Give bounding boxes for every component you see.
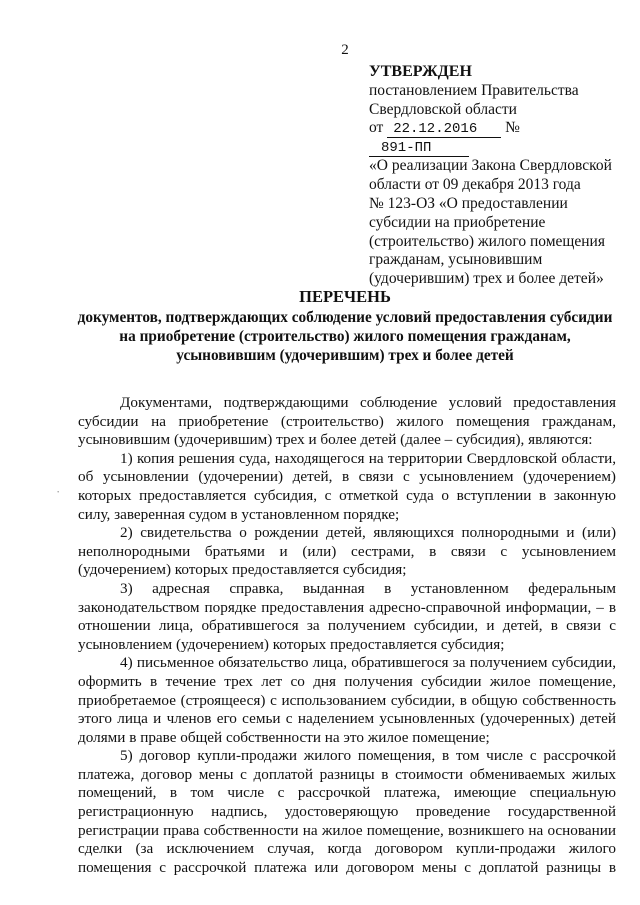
list-item-5: 5) договор купли-продажи жилого помещения, в том числе с рассрочкой платежа, договор мены с доплатой разницы в стоимости обмениваемых жилых помещений, в том числе с рассрочкой платежа, имеющие специальную регистрационную надпись, удостоверяющую проведение государственной регистрации права собственности на жилое помещение, возникшего на основании сделки (за исключением случая, когда договором купли-продажи жилого помещения с рассрочкой платежа или договором мены с доплатой разницы в [78,747,616,876]
document-title: ПЕРЕЧЕНЬ [299,287,391,306]
page-number: 2 [341,42,349,58]
approval-line: (строительство) жилого помещения [369,232,605,250]
approval-line: гражданам, усыновившим [369,251,543,269]
document-title-block [70,286,620,366]
approval-number: 891-ПП [369,141,469,157]
intro-paragraph: Документами, подтверждающими соблюдение условий предоставления субсидии на приобретение (строительство) жилого помещения гражданам, усыновившим (удочерившим) трех и более детей (далее – субсидия), являются: [78,394,616,449]
approval-date-number-line [369,119,619,157]
approval-line: постановлением Правительства [369,81,579,99]
approval-date: 22.12.2016 [387,122,501,138]
approval-line: (удочерившим) трех и более детей» [369,270,604,288]
approval-line: области от 09 декабря 2013 года [369,176,581,194]
approval-line: субсидии на приобретение [369,213,546,231]
list-item-2: 2) свидетельства о рождении детей, являющихся полнородными и (или) неполнородными братьями и (или) сестрами, в связи с усыновлением (удочерением) которых предоставляется субсидия; [78,524,616,579]
number-prefix: № [505,119,520,137]
document-subtitle-line: на приобретение (строительство) жилого помещения гражданам, [119,328,571,346]
list-item-1: 1) копия решения суда, находящегося на территории Свердловской области, об усыновлении (удочерении) детей, в связи с усыновлением (удочерением) которых предоставляется субсидия, с отметкой суда о вступлении в законную силу, заверенная судом в установленном порядке; [78,449,616,523]
scan-mark: · [56,484,61,499]
document-subtitle-line: документов, подтверждающих соблюдение условий предоставления субсидии [77,309,613,326]
approval-line: Свердловской области [369,100,517,118]
list-item-3: 3) адресная справка, выданная в установленном федеральным законодательством порядке предоставления адресно-справочной информации, – в отношении лица, обратившегося за получением субсидии, и детей, в связи с усыновлением (удочерением) которых предоставляется субсидия; [78,579,616,653]
document-body [78,394,616,877]
list-item-4: 4) письменное обязательство лица, обратившегося за получением субсидии, оформить в течение трех лет со дня получения субсидии жилое помещение, приобретаемое (строящееся) с использованием субсидии, в общую собственность этого лица и членов его семьи с наделением усыновленных (удочеренных) детей долями в праве общей собственности на это жилое помещение; [78,654,616,746]
approval-heading: УТВЕРЖДЕН [369,63,472,80]
date-prefix: от [369,119,384,137]
document-subtitle-line: усыновившим (удочерившим) трех и более детей [176,347,514,365]
approval-line: № 123-ОЗ «О предоставлении [369,194,568,212]
approval-stamp [369,63,619,289]
approval-line: «О реализации Закона Свердловской [369,157,612,175]
